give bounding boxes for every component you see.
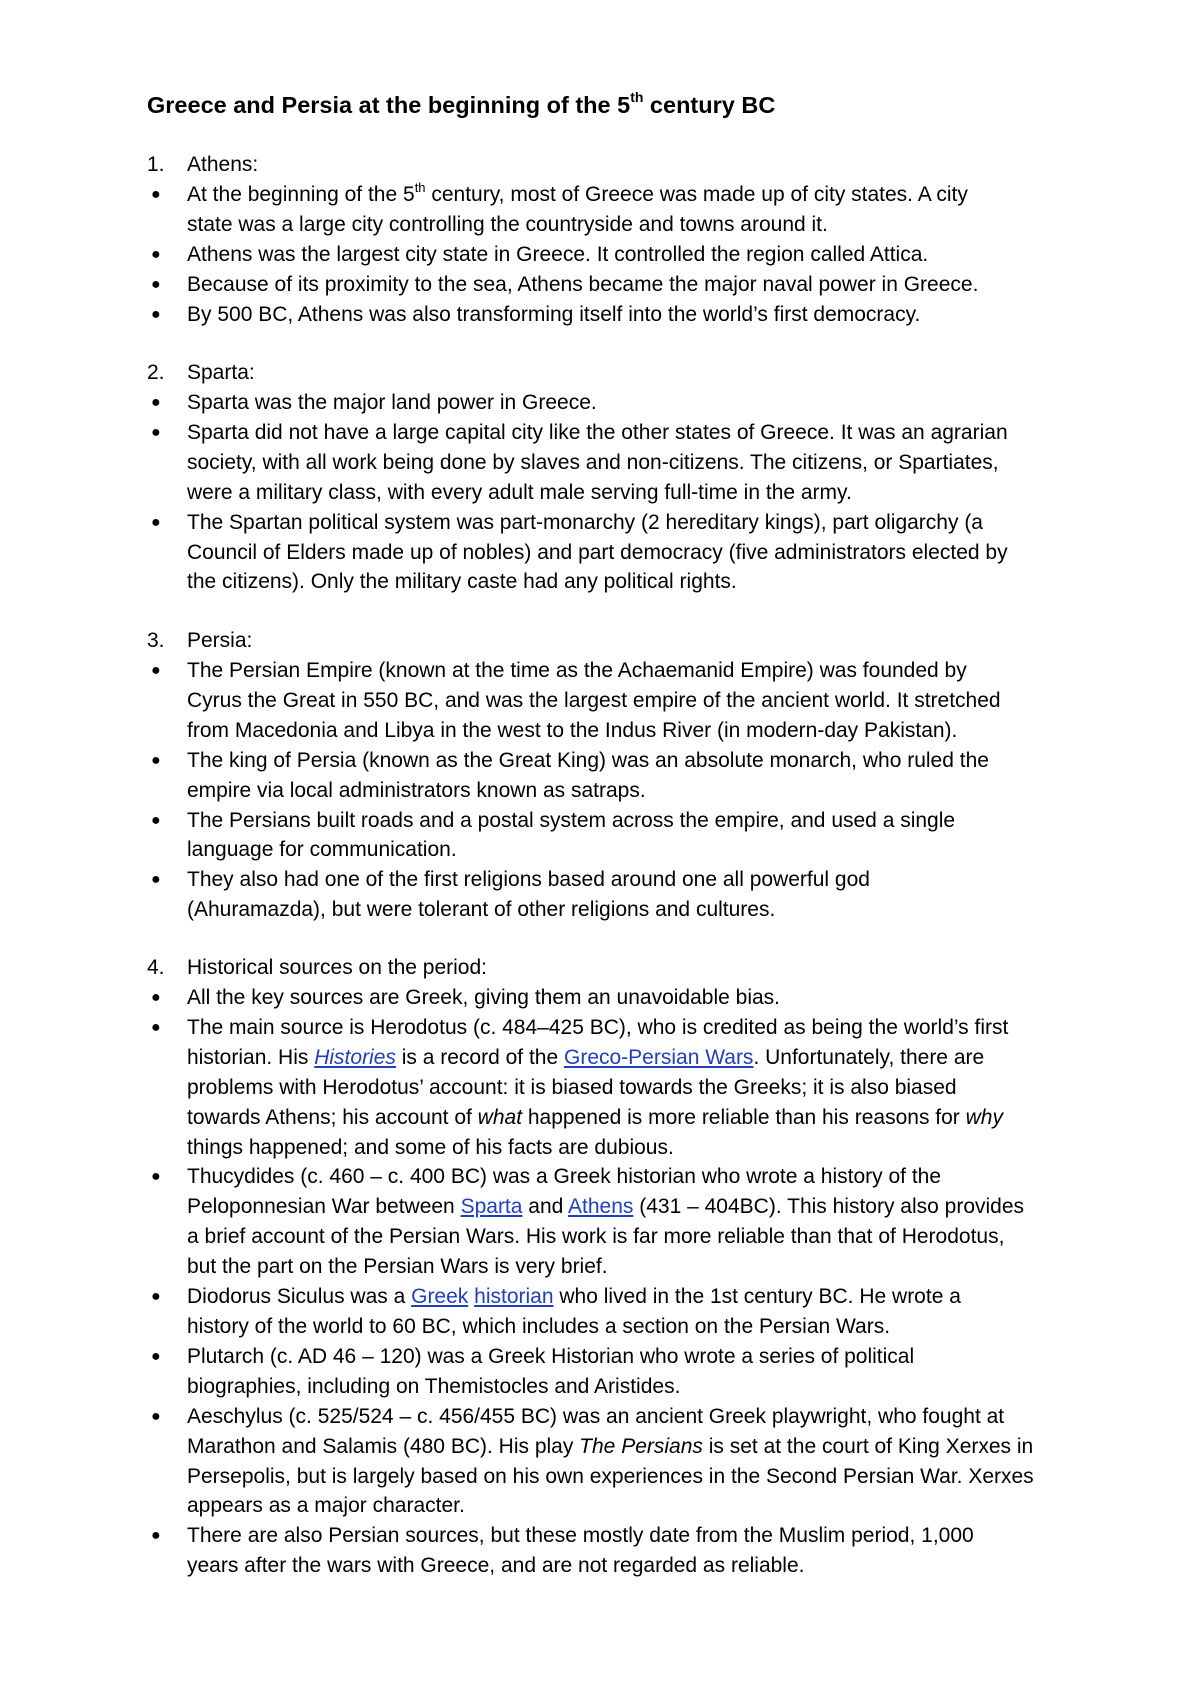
list-item: ● By 500 BC, Athens was also transforming itself into the world’s first democracy. (0, 300, 1200, 330)
list-item: ● The main source is Herodotus (c. 484–425 BC), who is credited as being the world’s first historian. His Histories is a record of the Greco-Persian Wars. Unfortunately, there are problems with Herodotus’ account: it is biased towards the Greeks; it is also biased towards Athens; his account of what happened is more reliable than his reasons for why things happened; and some of his facts are dubious. (0, 1013, 1200, 1163)
section-heading-sources (0, 953, 1200, 983)
list-item: ● All the key sources are Greek, giving them an unavoidable bias. (0, 983, 1200, 1013)
bullet-icon: ● (151, 513, 161, 531)
bullet-icon: ● (151, 1407, 161, 1425)
sparta-link[interactable]: Sparta (460, 1195, 523, 1219)
bullet-list-sparta (0, 388, 1200, 597)
bullet-icon: ● (151, 275, 161, 293)
bullet-icon: ● (151, 811, 161, 829)
section-heading-persia (0, 626, 1200, 656)
list-item: ● Aeschylus (c. 525/524 – c. 456/455 BC) was an ancient Greek playwright, who fought at Marathon and Salamis (480 BC). His play The Persians is set at the court of King Xerxes in Persepolis, but is largely based on his own experiences in the Second Persian War. Xerxes appears as a major character. (0, 1402, 1200, 1522)
bullet-icon: ● (151, 871, 161, 889)
list-item: ● There are also Persian sources, but these mostly date from the Muslim period, 1,000 years after the wars with Greece, and are not regarded as reliable. (0, 1521, 1200, 1581)
list-item: ● Because of its proximity to the sea, Athens became the major naval power in Greece. (0, 270, 1200, 300)
athens-link[interactable]: Athens (568, 1195, 634, 1219)
bullet-icon: ● (151, 751, 161, 769)
list-item: ● The Spartan political system was part-monarchy (2 hereditary kings), part oligarchy (a Council of Elders made up of nobles) and part democracy (five administrators elected by the citizens). Only the military caste had any political rights. (0, 508, 1200, 598)
greek-link[interactable]: Greek (411, 1285, 469, 1309)
bullet-icon: ● (151, 423, 161, 441)
section-number: 1. (147, 153, 165, 176)
section-number: 3. (147, 629, 165, 652)
historian-link[interactable]: historian (474, 1285, 554, 1309)
section-number: 4. (147, 956, 165, 979)
section-heading-text: Persia: (187, 629, 253, 652)
bullet-icon: ● (151, 1168, 161, 1186)
bullet-list-athens (0, 180, 1200, 330)
list-item: ● They also had one of the first religions based around one all powerful god (Ahuramazda), but were tolerant of other religions and cultures. (0, 865, 1200, 925)
list-item: ● The king of Persia (known as the Great King) was an absolute monarch, who ruled the empire via local administrators known as satraps. (0, 746, 1200, 806)
bullet-icon: ● (151, 1018, 161, 1036)
list-item: ● Sparta did not have a large capital city like the other states of Greece. It was an agrarian society, with all work being done by slaves and non-citizens. The citizens, or Spartiates, were a military class, with every adult male serving full-time in the army. (0, 418, 1200, 508)
section-persia (0, 626, 1200, 925)
list-item: ● The Persians built roads and a postal system across the empire, and used a single language for communication. (0, 806, 1200, 866)
list-item: ● Athens was the largest city state in Greece. It controlled the region called Attica. (0, 240, 1200, 270)
section-heading-athens (0, 150, 1200, 180)
page-title: Greece and Persia at the beginning of the 5th century BC (147, 89, 776, 118)
bullet-icon: ● (151, 394, 161, 411)
bullet-icon: ● (151, 186, 161, 203)
bullet-icon: ● (151, 245, 161, 263)
bullet-icon: ● (151, 662, 161, 679)
section-sparta (0, 358, 1200, 597)
section-heading-text: Sparta: (187, 361, 255, 384)
section-sources (0, 953, 1200, 1581)
bullet-icon: ● (151, 989, 161, 1006)
section-heading-sparta (0, 358, 1200, 388)
bullet-icon: ● (151, 305, 161, 323)
histories-link[interactable]: Histories (314, 1045, 396, 1069)
greco-persian-wars-link[interactable]: Greco-Persian Wars (564, 1045, 754, 1069)
bullet-list-sources (0, 983, 1200, 1581)
section-athens (0, 150, 1200, 330)
list-item: ● The Persian Empire (known at the time as the Achaemanid Empire) was founded by Cyrus the Great in 550 BC, and was the largest empire of the ancient world. It stretched from Macedonia and Libya in the west to the Indus River (in modern-day Pakistan). (0, 656, 1200, 746)
section-heading-text: Historical sources on the period: (187, 956, 487, 979)
section-heading-text: Athens: (187, 153, 259, 176)
bullet-icon: ● (151, 1347, 161, 1365)
list-item: ● Diodorus Siculus was a Greek historian who lived in the 1st century BC. He wrote a history of the world to 60 BC, which includes a section on the Persian Wars. (0, 1282, 1200, 1342)
bullet-icon: ● (151, 1527, 161, 1545)
list-item: ● At the beginning of the 5th century, most of Greece was made up of city states. A city state was a large city controlling the countryside and towns around it. (151, 180, 968, 236)
bullet-icon: ● (151, 1288, 161, 1306)
bullet-list-persia (0, 656, 1200, 925)
list-item: ● Sparta was the major land power in Greece. (0, 388, 1200, 418)
section-number: 2. (147, 361, 165, 384)
list-item: ● Plutarch (c. AD 46 – 120) was a Greek Historian who wrote a series of political biographies, including on Themistocles and Aristides. (0, 1342, 1200, 1402)
list-item: ● Thucydides (c. 460 – c. 400 BC) was a Greek historian who wrote a history of the Peloponnesian War between Sparta and Athens (431 – 404BC). This history also provides a brief account of the Persian Wars. His work is far more reliable than that of Herodotus, but the part on the Persian Wars is very brief. (0, 1162, 1200, 1282)
